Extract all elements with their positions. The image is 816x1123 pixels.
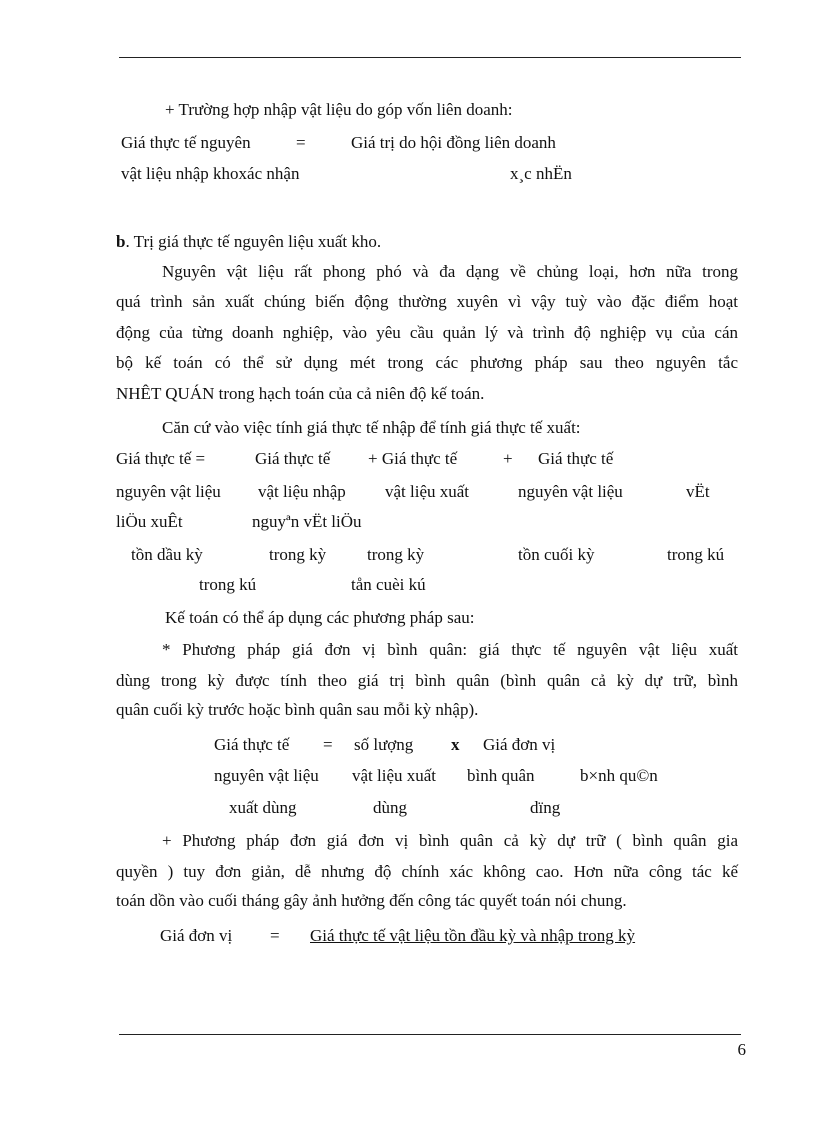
formula1-left-line1: Giá thực tế nguyên xyxy=(121,133,251,152)
formula2-r1-c3: + Giá thực tế xyxy=(368,449,458,468)
paragraph-3: Kế toán có thể áp dụng các phương pháp sau: xyxy=(165,608,475,627)
paragraph-1-line-2: quá trình sản xuất chúng biến động thường xuyên vì vậy tuỳ vào đặc điểm hoạt xyxy=(116,292,738,311)
formula3-r2-c3: bình quân xyxy=(467,766,535,785)
formula4-left: Giá đơn vị xyxy=(160,926,233,945)
paragraph-5-line-3: toán dồn vào cuối tháng gây ảnh hưởng đến công tác quyết toán nói chung. xyxy=(116,891,627,910)
formula2-r2-c2: vật liệu nhập xyxy=(258,482,346,501)
formula2-r3-c2: nguyªn vËt liÖu xyxy=(252,512,362,531)
formula2-r1-c2: Giá thực tế xyxy=(255,449,331,468)
contribution-heading: + Trường hợp nhập vật liệu do góp vốn liên doanh: xyxy=(165,100,513,119)
formula4-numerator: Giá thực tế vật liệu tồn đầu kỳ và nhập trong kỳ xyxy=(310,926,636,945)
formula3-r1-c2: = xyxy=(323,735,333,754)
formula2-r4-c2: trong kỳ xyxy=(269,545,327,564)
formula1-equals: = xyxy=(296,133,306,152)
paragraph-1-line-3: động của từng doanh nghiệp, vào yêu cầu quản lý và trình độ nghiệp vụ của cán xyxy=(116,323,738,342)
formula1-right-line2: x¸c nhËn xyxy=(510,164,572,183)
formula3-r3-c1: xuất dùng xyxy=(229,798,297,817)
formula3-r2-c4: b×nh qu©n xyxy=(580,766,658,785)
formula2-r4-c5: trong kú xyxy=(667,545,725,564)
formula3-r2-c1: nguyên vật liệu xyxy=(214,766,319,785)
formula2-r5-c2: tån cuèi kú xyxy=(351,575,426,594)
section-b-heading xyxy=(116,232,381,252)
paragraph-1-line-1: Nguyên vật liệu rất phong phó và đa dạng về chủng loại, hơn nữa trong xyxy=(162,262,738,281)
section-b-label: b xyxy=(116,232,126,251)
formula2-r5-c1: trong kú xyxy=(199,575,257,594)
paragraph-2: Căn cứ vào việc tính giá thực tế nhập để tính giá thực tế xuất: xyxy=(162,418,581,437)
paragraph-5-line-1: + Phương pháp đơn giá đơn vị bình quân cả kỳ dự trữ ( bình quân gia xyxy=(162,831,738,850)
formula3-r3-c3: dïng xyxy=(530,798,561,817)
formula2-r2-c3: vật liệu xuất xyxy=(385,482,470,501)
formula2-r1-c1: Giá thực tế = xyxy=(116,449,206,468)
formula3-r1-c4: x xyxy=(451,735,460,754)
formula2-r1-c4: + xyxy=(503,449,513,468)
formula2-r4-c1: tồn dầu kỳ xyxy=(131,545,203,564)
page-number: 6 xyxy=(737,1040,746,1059)
paragraph-4-line-3: quân cuối kỳ trước hoặc bình quân sau mỗi kỳ nhập). xyxy=(116,700,479,719)
formula3-r3-c2: dùng xyxy=(373,798,407,817)
formula2-r4-c4: tồn cuối kỳ xyxy=(518,545,595,564)
formula2-r4-c3: trong kỳ xyxy=(367,545,425,564)
header-rule xyxy=(119,57,741,58)
paragraph-4-line-1: * Phương pháp giá đơn vị bình quân: giá thực tế nguyên vật liệu xuất xyxy=(162,640,738,659)
formula2-r2-c5: vËt xyxy=(686,482,710,501)
formula4-equals: = xyxy=(270,926,280,945)
formula3-r1-c3: số lượng xyxy=(354,735,414,754)
formula2-r3-c1: liÖu xuÊt xyxy=(116,512,183,531)
section-b-text: . Trị giá thực tế nguyên liệu xuất kho. xyxy=(125,232,382,251)
formula2-r1-c5: Giá thực tế xyxy=(538,449,614,468)
formula2-r2-c4: nguyên vật liệu xyxy=(518,482,623,501)
formula3-r1-c5: Giá đơn vị xyxy=(483,735,556,754)
formula3-r1-c1: Giá thực tế xyxy=(214,735,290,754)
formula3-r2-c2: vật liệu xuất xyxy=(352,766,437,785)
paragraph-4-line-2: dùng trong kỳ được tính theo giá trị bình quân (bình quân cả kỳ dự trữ, bình xyxy=(116,671,738,690)
footer-rule xyxy=(119,1034,741,1035)
paragraph-1-line-4: bộ kế toán có thể sử dụng mét trong các phương pháp sau theo nguyên tắc xyxy=(116,353,738,372)
formula1-right-line1: Giá trị do hội đồng liên doanh xyxy=(351,133,556,152)
formula2-r2-c1: nguyên vật liệu xyxy=(116,482,221,501)
paragraph-1-line-5: NHÊT QUÁN trong hạch toán của cả niên độ kế toán. xyxy=(116,384,485,403)
paragraph-5-line-2: quyền ) tuy đơn giản, dễ nhưng độ chính xác không cao. Hơn nữa công tác kế xyxy=(116,862,738,881)
formula1-left-line2: vật liệu nhập khoxác nhận xyxy=(121,164,300,183)
